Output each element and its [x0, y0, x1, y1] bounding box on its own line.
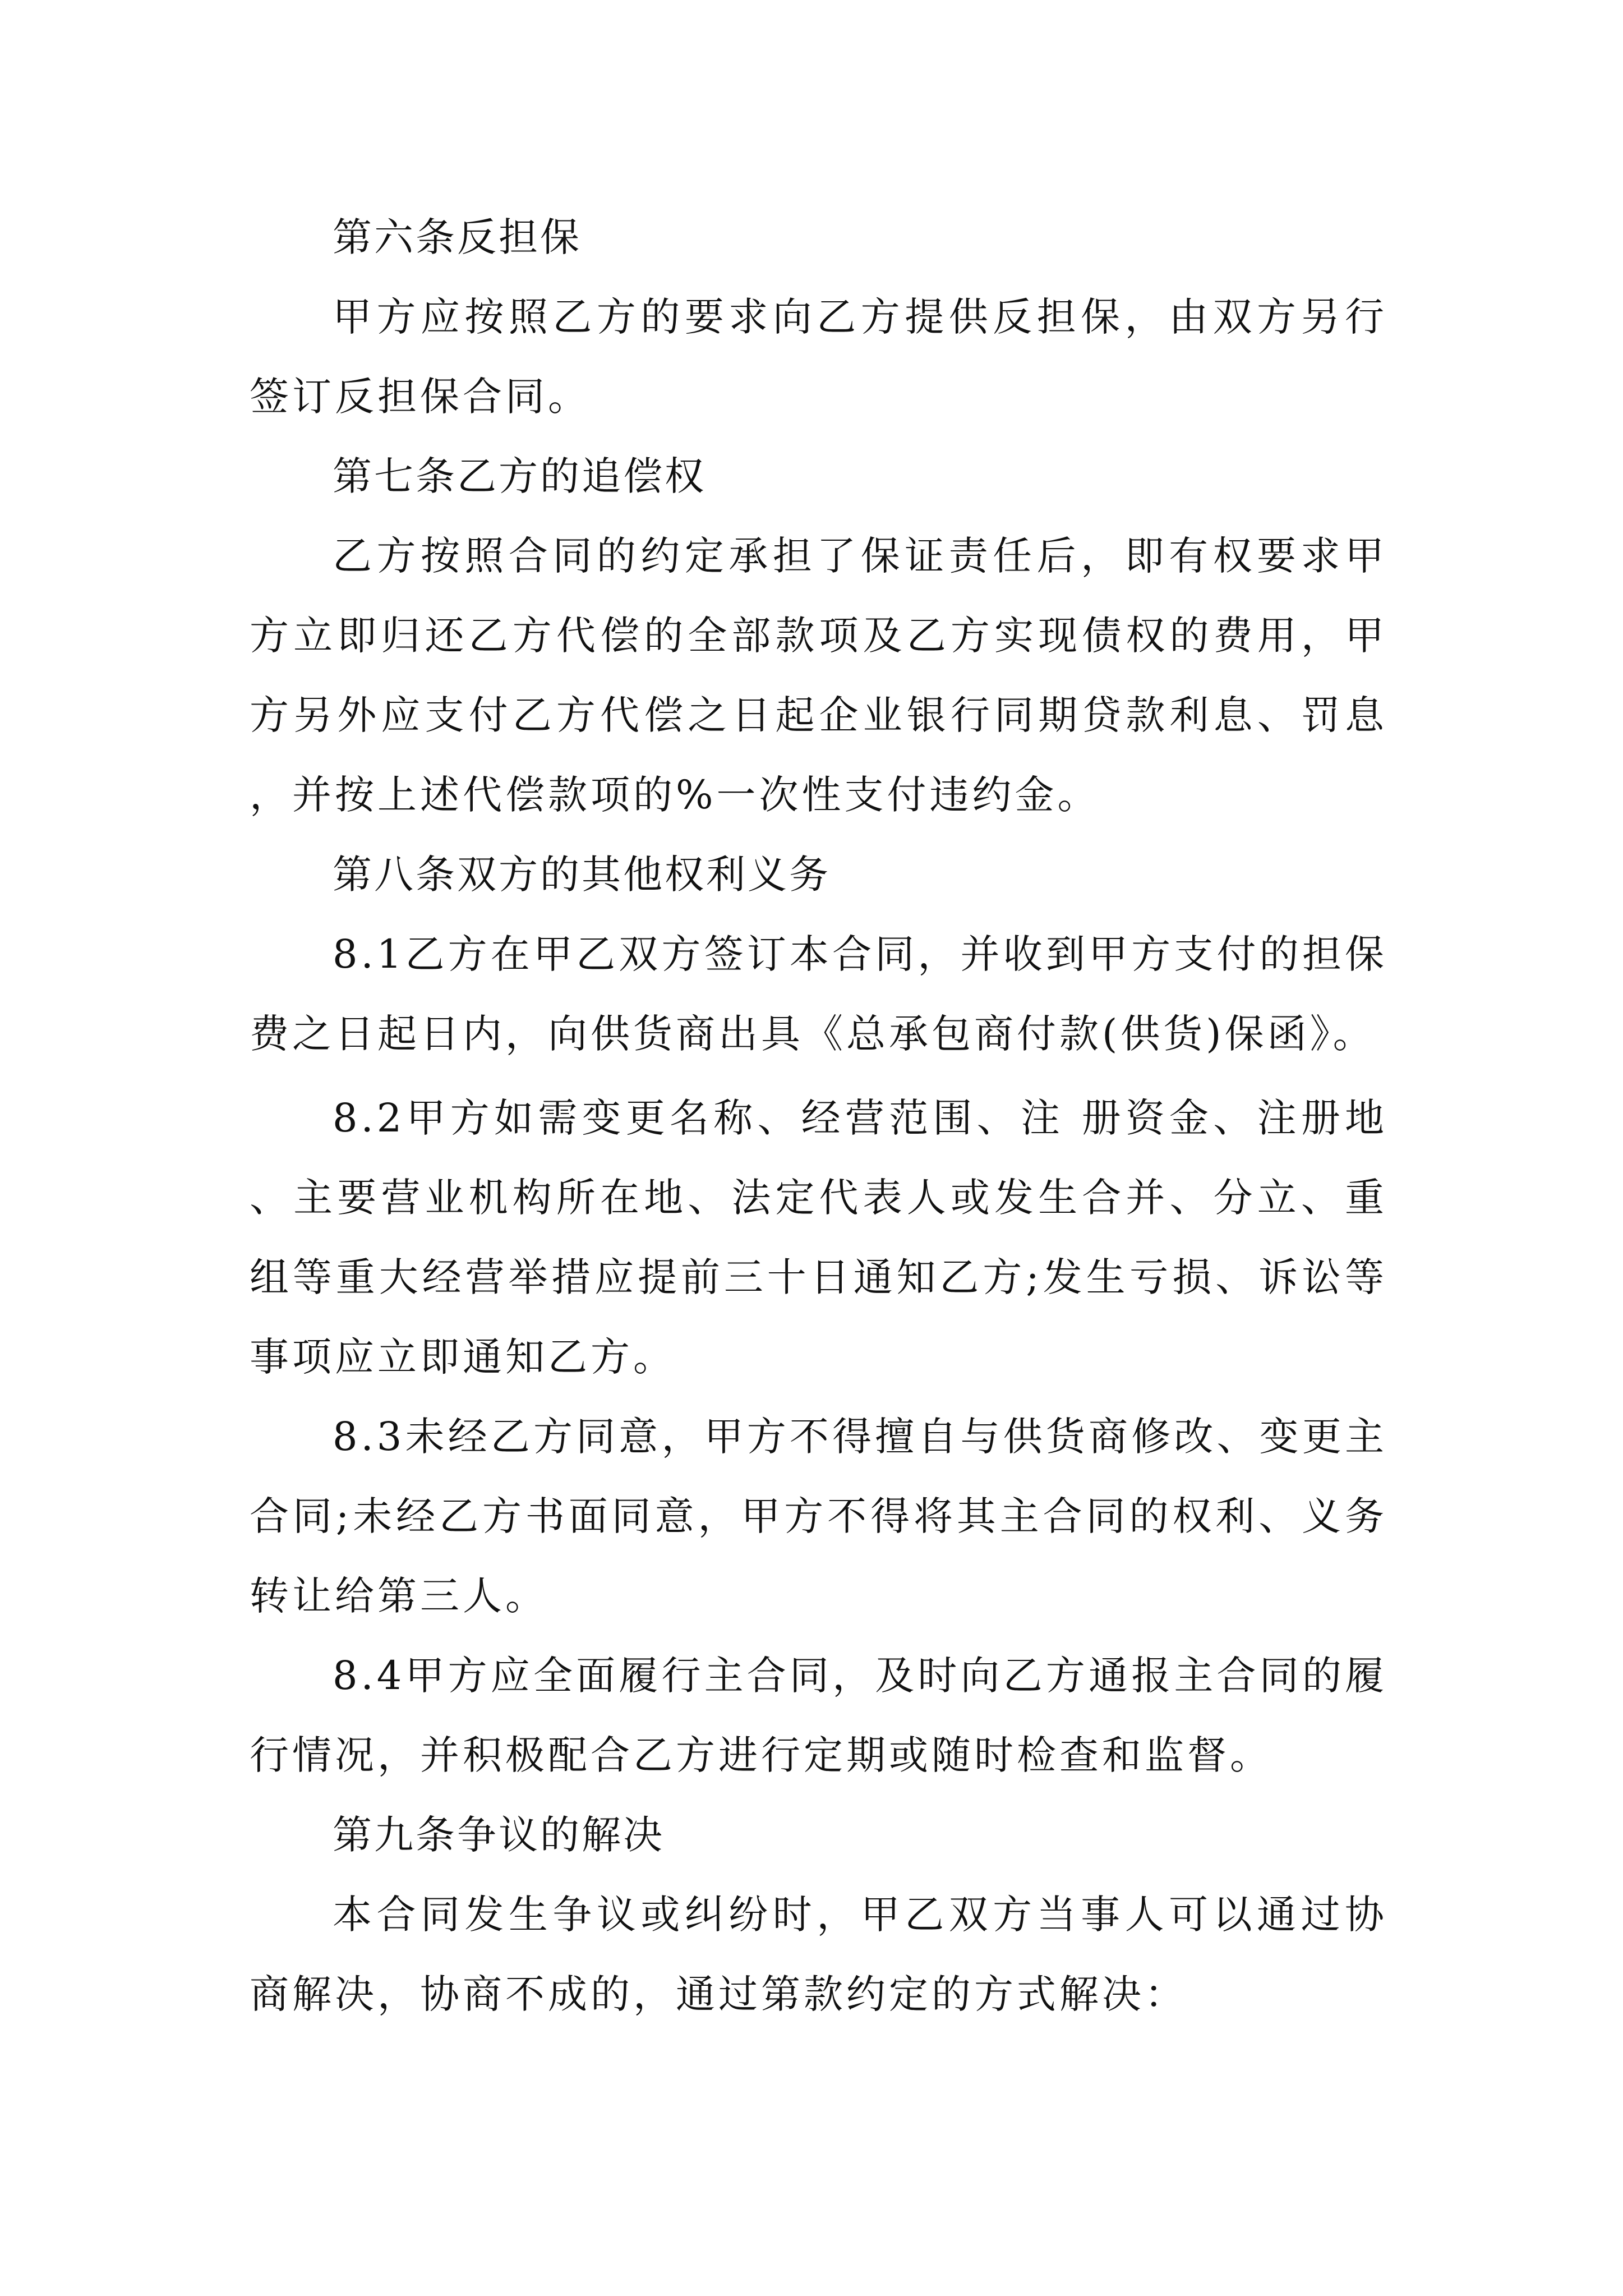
clause-8-3: 8.3未经乙方同意，甲方不得擅自与供货商修改、变更主合同;未经乙方书面同意，甲方不得将其主合同的权利、义务转让给第三人。 — [250, 1414, 1387, 1619]
clause-8-2: 8.2甲方如需变更名称、经营范围、注 册资金、注册地、主要营业机构所在地、法定代表人或发生合并、分立、重组等重大经营举措应提前三十日通知乙方;发生亏损、诉讼等事项应立即通知乙方。 — [250, 1095, 1387, 1380]
article-6-heading: 第六条反担保 — [333, 214, 582, 260]
contract-body — [250, 197, 1387, 2034]
clause-8-1: 8.1乙方在甲乙双方签订本合同，并收到甲方支付的担保费之日起日内，向供货商出具《总承包商付款(供货)保函》。 — [250, 931, 1387, 1057]
paragraph-spacer — [250, 1074, 1387, 1078]
article-6-paragraph: 甲方应按照乙方的要求向乙方提供反担保，由双方另行签订反担保合同。 — [250, 294, 1387, 420]
article-9-paragraph: 本合同发生争议或纠纷时，甲乙双方当事人可以通过协商解决，协商不成的，通过第款约定的方式解决： — [250, 1892, 1387, 2017]
article-7-heading: 第七条乙方的追偿权 — [333, 453, 706, 499]
article-9-heading: 第九条争议的解决 — [333, 1812, 665, 1858]
clause-8-4: 8.4甲方应全面履行主合同，及时向乙方通报主合同的履行情况，并积极配合乙方进行定期或随时检查和监督。 — [250, 1653, 1387, 1778]
article-8-heading: 第八条双方的其他权利义务 — [333, 852, 831, 898]
article-7-paragraph: 乙方按照合同的约定承担了保证责任后，即有权要求甲方立即归还乙方代偿的全部款项及乙方实现债权的费用，甲方另外应支付乙方代偿之日起企业银行同期贷款利息、罚息，并按上述代偿款项的%一次性支付违约金。 — [250, 533, 1387, 818]
